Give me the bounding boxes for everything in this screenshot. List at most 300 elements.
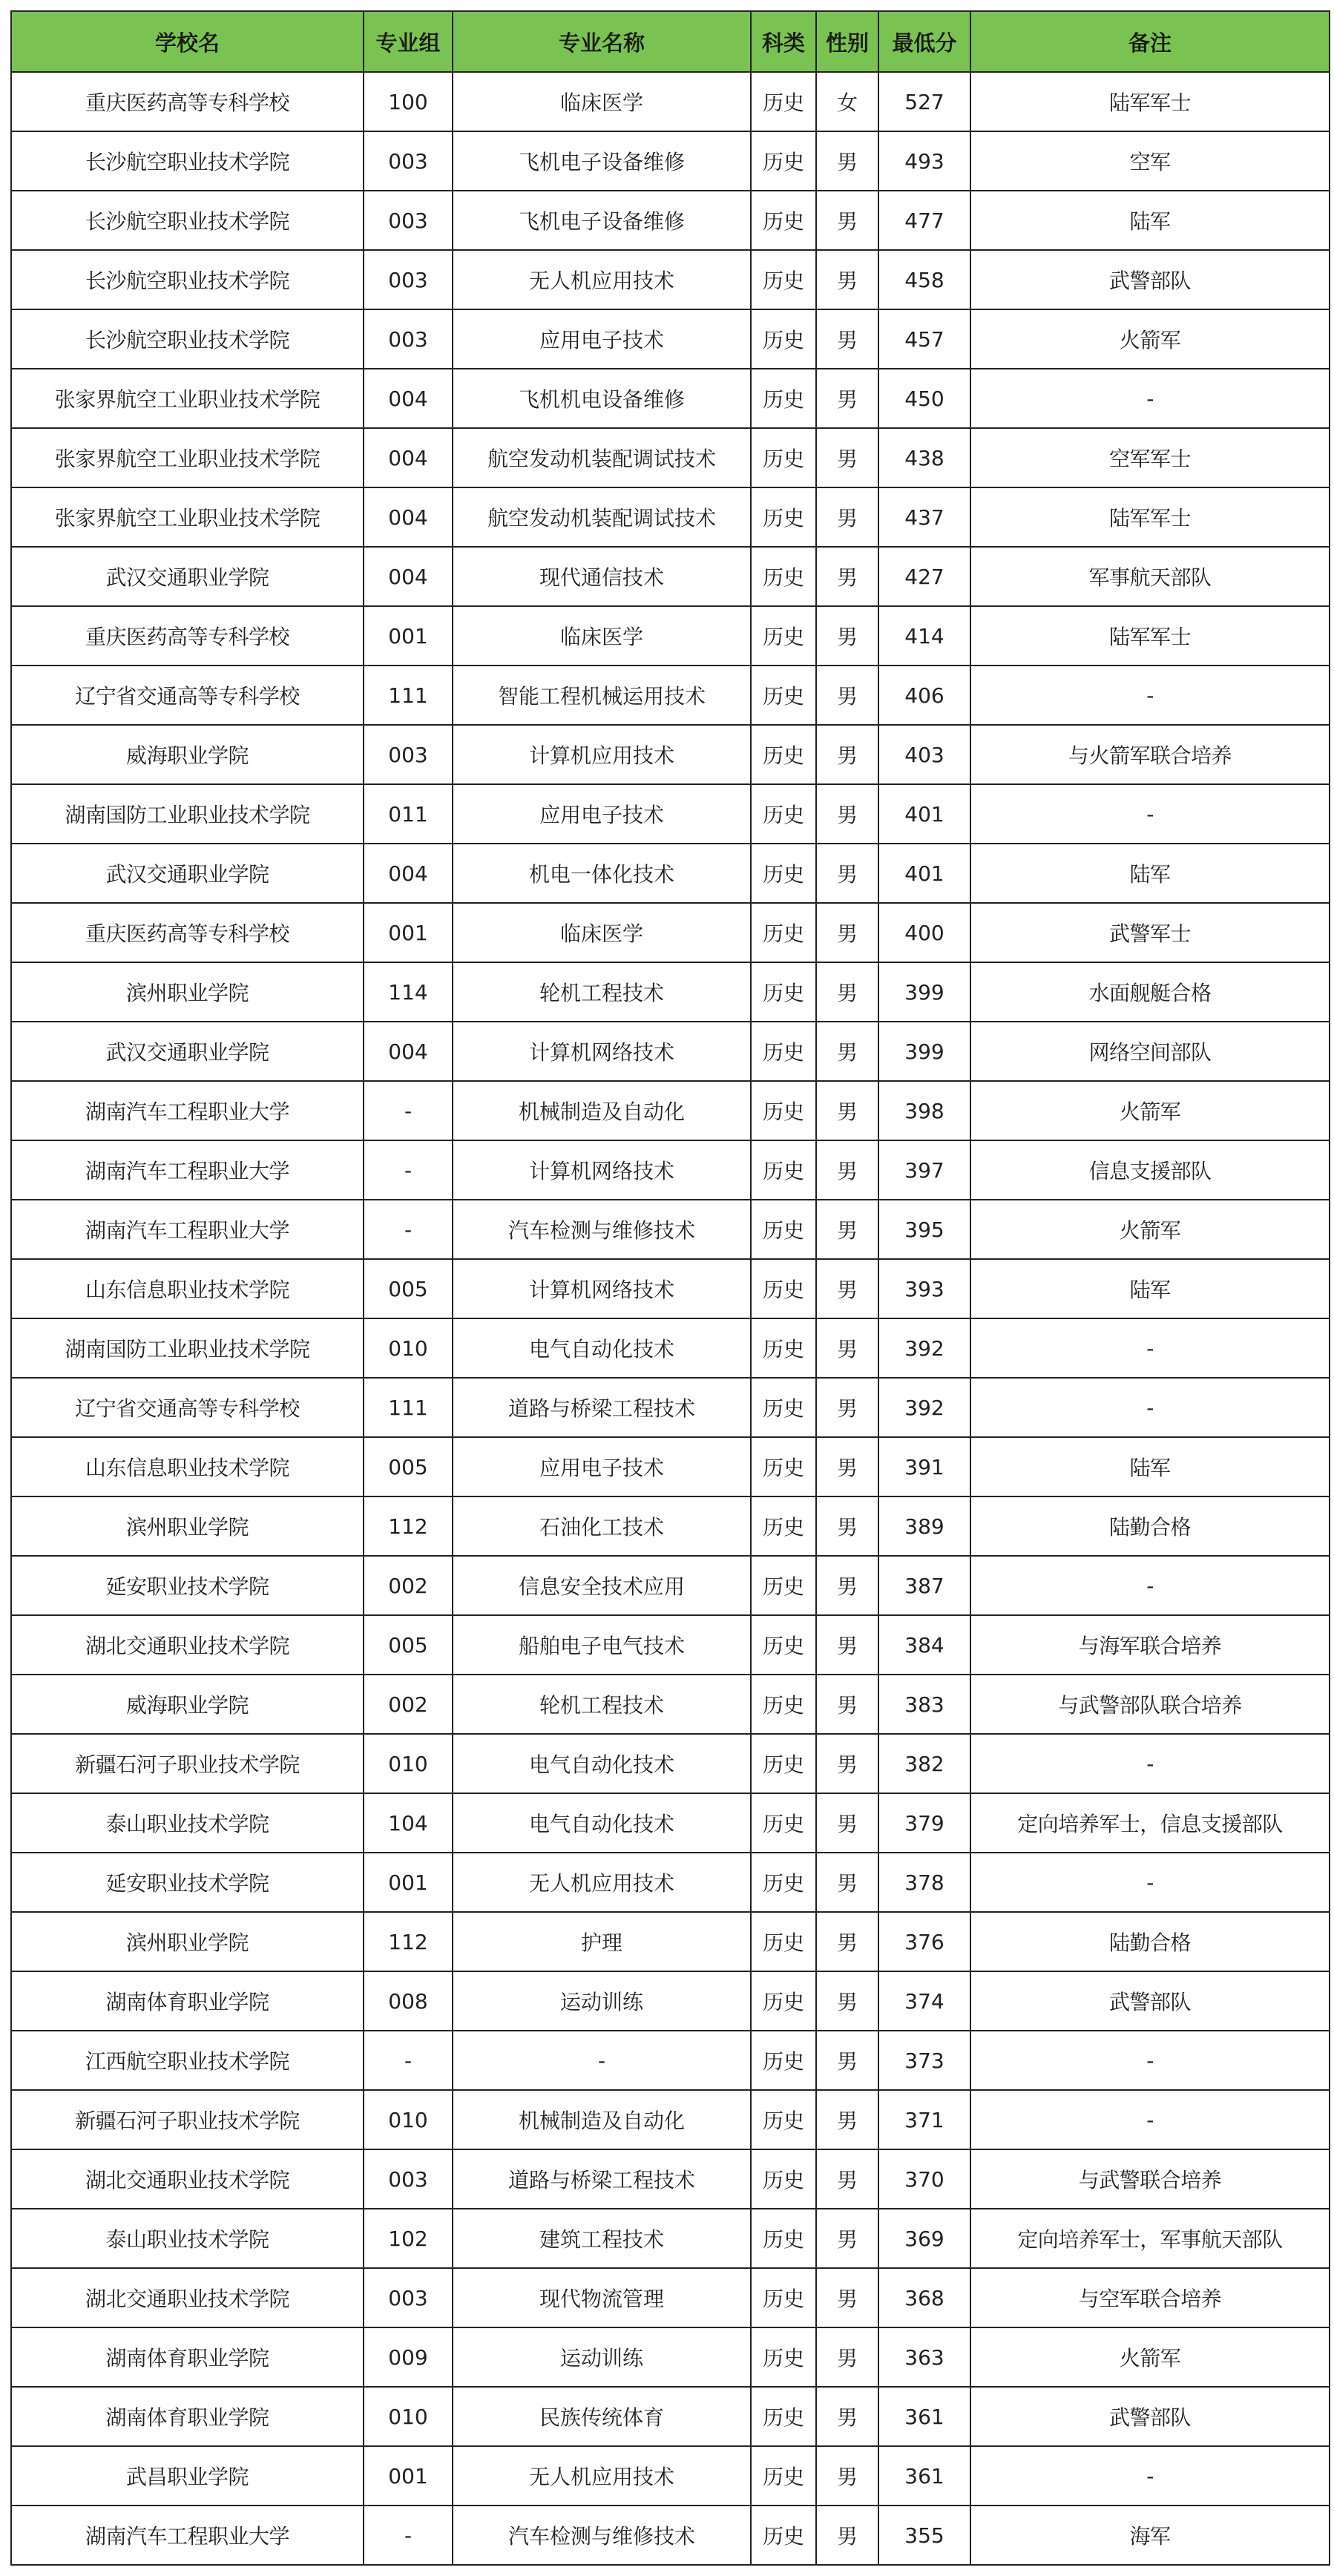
cell-major-name: 机电一体化技术: [453, 844, 751, 903]
cell-major-group: 004: [364, 844, 453, 903]
table-row: [11, 2209, 1330, 2268]
cell-gender: 女: [816, 72, 878, 131]
cell-gender: 男: [816, 1793, 878, 1853]
table-row: [11, 428, 1330, 487]
cell-school: 威海职业学院: [11, 1675, 364, 1734]
cell-school: 张家界航空工业职业技术学院: [11, 369, 364, 428]
cell-gender: 男: [816, 2149, 878, 2209]
cell-major-group: 112: [364, 1496, 453, 1556]
cell-gender: 男: [816, 1556, 878, 1615]
cell-remarks: 陆军军士: [970, 606, 1330, 666]
cell-remarks: 与火箭军联合培养: [970, 725, 1330, 784]
cell-major-name: 电气自动化技术: [453, 1793, 751, 1853]
cell-remarks: 陆军军士: [970, 72, 1330, 131]
cell-school: 湖南国防工业职业技术学院: [11, 1318, 364, 1378]
cell-school: 长沙航空职业技术学院: [11, 131, 364, 191]
cell-subject-type: 历史: [751, 666, 816, 725]
cell-min-score: 361: [878, 2446, 970, 2506]
cell-major-name: 建筑工程技术: [453, 2209, 751, 2268]
cell-gender: 男: [816, 547, 878, 606]
cell-min-score: 376: [878, 1912, 970, 1971]
cell-subject-type: 历史: [751, 844, 816, 903]
cell-major-group: 010: [364, 2387, 453, 2446]
table-row: [11, 2031, 1330, 2090]
cell-major-name: 电气自动化技术: [453, 1318, 751, 1378]
cell-major-name: 航空发动机装配调试技术: [453, 428, 751, 487]
table-row: [11, 1675, 1330, 1734]
cell-gender: 男: [816, 2268, 878, 2327]
header-remarks: 备注: [970, 11, 1330, 72]
cell-gender: 男: [816, 1615, 878, 1675]
cell-remarks: 陆军: [970, 191, 1330, 250]
admission-score-table: [10, 10, 1330, 2566]
cell-subject-type: 历史: [751, 1496, 816, 1556]
cell-major-group: 001: [364, 606, 453, 666]
cell-remarks: -: [970, 666, 1330, 725]
cell-remarks: -: [970, 2090, 1330, 2149]
cell-min-score: 389: [878, 1496, 970, 1556]
cell-major-group: 010: [364, 1734, 453, 1793]
cell-remarks: 定向培养军士，信息支援部队: [970, 1793, 1330, 1853]
cell-subject-type: 历史: [751, 784, 816, 844]
table-row: [11, 666, 1330, 725]
cell-major-group: 112: [364, 1912, 453, 1971]
cell-gender: 男: [816, 2090, 878, 2149]
table-row: [11, 1734, 1330, 1793]
table-row: [11, 2506, 1330, 2565]
cell-major-group: 010: [364, 1318, 453, 1378]
cell-gender: 男: [816, 962, 878, 1022]
cell-school: 张家界航空工业职业技术学院: [11, 428, 364, 487]
table-row: [11, 369, 1330, 428]
cell-major-name: 计算机网络技术: [453, 1022, 751, 1081]
cell-major-group: 009: [364, 2327, 453, 2387]
cell-school: 湖南汽车工程职业大学: [11, 2506, 364, 2565]
table-row: [11, 1200, 1330, 1259]
cell-gender: 男: [816, 1675, 878, 1734]
cell-gender: 男: [816, 1437, 878, 1496]
cell-major-group: 004: [364, 428, 453, 487]
cell-major-group: 002: [364, 1556, 453, 1615]
cell-min-score: 450: [878, 369, 970, 428]
cell-major-group: 104: [364, 1793, 453, 1853]
cell-remarks: 陆军: [970, 1437, 1330, 1496]
table-row: [11, 1556, 1330, 1615]
cell-gender: 男: [816, 1140, 878, 1200]
table-row: [11, 487, 1330, 547]
cell-remarks: -: [970, 2446, 1330, 2506]
cell-remarks: 军事航天部队: [970, 547, 1330, 606]
cell-major-name: 民族传统体育: [453, 2387, 751, 2446]
cell-school: 延安职业技术学院: [11, 1556, 364, 1615]
cell-school: 湖南体育职业学院: [11, 1971, 364, 2031]
cell-remarks: 陆军: [970, 1259, 1330, 1318]
header-major-group: 专业组: [364, 11, 453, 72]
cell-gender: 男: [816, 1853, 878, 1912]
cell-major-group: 003: [364, 250, 453, 309]
cell-min-score: 368: [878, 2268, 970, 2327]
cell-major-name: 护理: [453, 1912, 751, 1971]
cell-school: 新疆石河子职业技术学院: [11, 2090, 364, 2149]
cell-remarks: 陆军: [970, 844, 1330, 903]
cell-major-group: 111: [364, 1378, 453, 1437]
cell-major-name: 无人机应用技术: [453, 2446, 751, 2506]
header-row: [11, 11, 1330, 72]
cell-subject-type: 历史: [751, 1081, 816, 1140]
cell-school: 滨州职业学院: [11, 1496, 364, 1556]
table-row: [11, 1793, 1330, 1853]
cell-gender: 男: [816, 606, 878, 666]
cell-min-score: 355: [878, 2506, 970, 2565]
cell-major-name: 道路与桥梁工程技术: [453, 2149, 751, 2209]
cell-major-name: 航空发动机装配调试技术: [453, 487, 751, 547]
cell-major-name: 计算机网络技术: [453, 1140, 751, 1200]
cell-min-score: 493: [878, 131, 970, 191]
cell-subject-type: 历史: [751, 2090, 816, 2149]
cell-major-name: 电气自动化技术: [453, 1734, 751, 1793]
cell-school: 泰山职业技术学院: [11, 2209, 364, 2268]
cell-min-score: 437: [878, 487, 970, 547]
cell-min-score: 379: [878, 1793, 970, 1853]
cell-major-group: 011: [364, 784, 453, 844]
cell-school: 滨州职业学院: [11, 1912, 364, 1971]
header-min-score: 最低分: [878, 11, 970, 72]
table-row: [11, 1853, 1330, 1912]
cell-major-name: 信息安全技术应用: [453, 1556, 751, 1615]
cell-subject-type: 历史: [751, 2327, 816, 2387]
cell-major-name: 现代物流管理: [453, 2268, 751, 2327]
cell-major-name: 飞机电子设备维修: [453, 131, 751, 191]
cell-major-name: 计算机应用技术: [453, 725, 751, 784]
table-row: [11, 1971, 1330, 2031]
cell-min-score: 458: [878, 250, 970, 309]
cell-school: 湖北交通职业技术学院: [11, 2149, 364, 2209]
cell-min-score: 361: [878, 2387, 970, 2446]
cell-school: 长沙航空职业技术学院: [11, 191, 364, 250]
cell-major-name: 临床医学: [453, 903, 751, 962]
cell-subject-type: 历史: [751, 1556, 816, 1615]
cell-min-score: 400: [878, 903, 970, 962]
cell-gender: 男: [816, 2327, 878, 2387]
cell-school: 长沙航空职业技术学院: [11, 250, 364, 309]
table-row: [11, 1615, 1330, 1675]
cell-gender: 男: [816, 1378, 878, 1437]
header-subject-type: 科类: [751, 11, 816, 72]
cell-gender: 男: [816, 666, 878, 725]
cell-subject-type: 历史: [751, 2149, 816, 2209]
cell-gender: 男: [816, 1496, 878, 1556]
cell-major-group: 003: [364, 2268, 453, 2327]
cell-gender: 男: [816, 1259, 878, 1318]
cell-remarks: 武警部队: [970, 2387, 1330, 2446]
cell-school: 泰山职业技术学院: [11, 1793, 364, 1853]
cell-remarks: 水面舰艇合格: [970, 962, 1330, 1022]
cell-remarks: 火箭军: [970, 309, 1330, 369]
cell-school: 湖南汽车工程职业大学: [11, 1200, 364, 1259]
cell-min-score: 477: [878, 191, 970, 250]
cell-major-group: 004: [364, 1022, 453, 1081]
cell-school: 武昌职业学院: [11, 2446, 364, 2506]
cell-remarks: -: [970, 784, 1330, 844]
cell-school: 辽宁省交通高等专科学校: [11, 666, 364, 725]
cell-school: 湖南国防工业职业技术学院: [11, 784, 364, 844]
table-row: [11, 309, 1330, 369]
table-row: [11, 903, 1330, 962]
cell-min-score: 384: [878, 1615, 970, 1675]
cell-major-name: 应用电子技术: [453, 1437, 751, 1496]
cell-school: 湖北交通职业技术学院: [11, 1615, 364, 1675]
cell-subject-type: 历史: [751, 2031, 816, 2090]
cell-subject-type: 历史: [751, 1140, 816, 1200]
cell-subject-type: 历史: [751, 309, 816, 369]
cell-min-score: 438: [878, 428, 970, 487]
cell-major-group: 001: [364, 903, 453, 962]
table-row: [11, 1259, 1330, 1318]
cell-gender: 男: [816, 1022, 878, 1081]
cell-major-group: 102: [364, 2209, 453, 2268]
cell-school: 重庆医药高等专科学校: [11, 72, 364, 131]
cell-min-score: 382: [878, 1734, 970, 1793]
cell-subject-type: 历史: [751, 2209, 816, 2268]
table-row: [11, 2268, 1330, 2327]
cell-subject-type: 历史: [751, 1615, 816, 1675]
cell-school: 山东信息职业技术学院: [11, 1437, 364, 1496]
cell-subject-type: 历史: [751, 1437, 816, 1496]
cell-min-score: 399: [878, 962, 970, 1022]
cell-school: 长沙航空职业技术学院: [11, 309, 364, 369]
table-header: [11, 11, 1330, 72]
cell-remarks: 陆勤合格: [970, 1496, 1330, 1556]
cell-remarks: 火箭军: [970, 2327, 1330, 2387]
cell-min-score: 399: [878, 1022, 970, 1081]
cell-subject-type: 历史: [751, 1853, 816, 1912]
cell-min-score: 457: [878, 309, 970, 369]
cell-major-group: 001: [364, 1853, 453, 1912]
cell-gender: 男: [816, 250, 878, 309]
cell-gender: 男: [816, 2031, 878, 2090]
table-row: [11, 191, 1330, 250]
cell-min-score: 398: [878, 1081, 970, 1140]
cell-gender: 男: [816, 1971, 878, 2031]
cell-major-group: 005: [364, 1615, 453, 1675]
cell-major-group: 004: [364, 369, 453, 428]
cell-major-group: 004: [364, 487, 453, 547]
cell-gender: 男: [816, 844, 878, 903]
table-row: [11, 606, 1330, 666]
cell-major-group: 008: [364, 1971, 453, 2031]
cell-school: 重庆医药高等专科学校: [11, 903, 364, 962]
cell-major-group: 010: [364, 2090, 453, 2149]
cell-remarks: -: [970, 1853, 1330, 1912]
cell-major-group: -: [364, 1200, 453, 1259]
cell-major-name: 应用电子技术: [453, 309, 751, 369]
cell-major-name: 轮机工程技术: [453, 962, 751, 1022]
cell-subject-type: 历史: [751, 547, 816, 606]
cell-major-name: 无人机应用技术: [453, 1853, 751, 1912]
cell-major-name: 汽车检测与维修技术: [453, 1200, 751, 1259]
cell-major-group: -: [364, 1140, 453, 1200]
table-row: [11, 1081, 1330, 1140]
cell-remarks: 空军: [970, 131, 1330, 191]
cell-gender: 男: [816, 428, 878, 487]
cell-major-group: 001: [364, 2446, 453, 2506]
cell-min-score: 427: [878, 547, 970, 606]
cell-subject-type: 历史: [751, 1734, 816, 1793]
cell-gender: 男: [816, 1912, 878, 1971]
cell-school: 滨州职业学院: [11, 962, 364, 1022]
cell-remarks: 武警部队: [970, 1971, 1330, 2031]
cell-school: 山东信息职业技术学院: [11, 1259, 364, 1318]
cell-school: 张家界航空工业职业技术学院: [11, 487, 364, 547]
cell-remarks: 武警部队: [970, 250, 1330, 309]
table-row: [11, 2446, 1330, 2506]
cell-major-group: -: [364, 1081, 453, 1140]
cell-min-score: 392: [878, 1378, 970, 1437]
cell-major-group: 003: [364, 725, 453, 784]
cell-gender: 男: [816, 2209, 878, 2268]
cell-subject-type: 历史: [751, 1912, 816, 1971]
table-row: [11, 72, 1330, 131]
admission-table-container: [10, 10, 1329, 2566]
cell-gender: 男: [816, 309, 878, 369]
cell-min-score: 397: [878, 1140, 970, 1200]
table-row: [11, 2149, 1330, 2209]
cell-subject-type: 历史: [751, 606, 816, 666]
cell-remarks: 与武警部队联合培养: [970, 1675, 1330, 1734]
cell-major-group: -: [364, 2506, 453, 2565]
cell-min-score: 387: [878, 1556, 970, 1615]
cell-subject-type: 历史: [751, 1200, 816, 1259]
cell-major-group: 005: [364, 1259, 453, 1318]
cell-gender: 男: [816, 369, 878, 428]
cell-remarks: -: [970, 1556, 1330, 1615]
cell-major-name: 石油化工技术: [453, 1496, 751, 1556]
cell-major-group: 002: [364, 1675, 453, 1734]
cell-min-score: 391: [878, 1437, 970, 1496]
table-row: [11, 547, 1330, 606]
cell-min-score: 383: [878, 1675, 970, 1734]
cell-major-name: 临床医学: [453, 72, 751, 131]
cell-major-name: 运动训练: [453, 2327, 751, 2387]
table-row: [11, 1022, 1330, 1081]
cell-gender: 男: [816, 2387, 878, 2446]
cell-min-score: 401: [878, 844, 970, 903]
cell-major-name: 飞机电子设备维修: [453, 191, 751, 250]
cell-min-score: 393: [878, 1259, 970, 1318]
cell-gender: 男: [816, 2506, 878, 2565]
cell-school: 湖北交通职业技术学院: [11, 2268, 364, 2327]
cell-school: 武汉交通职业学院: [11, 844, 364, 903]
cell-major-name: 智能工程机械运用技术: [453, 666, 751, 725]
cell-major-group: 004: [364, 547, 453, 606]
cell-subject-type: 历史: [751, 2446, 816, 2506]
cell-major-group: 003: [364, 131, 453, 191]
cell-gender: 男: [816, 725, 878, 784]
cell-remarks: 信息支援部队: [970, 1140, 1330, 1200]
cell-major-group: 003: [364, 2149, 453, 2209]
cell-gender: 男: [816, 1200, 878, 1259]
cell-major-group: 003: [364, 191, 453, 250]
table-row: [11, 725, 1330, 784]
cell-school: 延安职业技术学院: [11, 1853, 364, 1912]
cell-subject-type: 历史: [751, 725, 816, 784]
cell-school: 湖南体育职业学院: [11, 2387, 364, 2446]
cell-gender: 男: [816, 903, 878, 962]
table-row: [11, 962, 1330, 1022]
cell-major-name: 机械制造及自动化: [453, 2090, 751, 2149]
table-row: [11, 1912, 1330, 1971]
cell-subject-type: 历史: [751, 1675, 816, 1734]
cell-major-group: -: [364, 2031, 453, 2090]
cell-gender: 男: [816, 2446, 878, 2506]
cell-major-group: 003: [364, 309, 453, 369]
table-row: [11, 844, 1330, 903]
header-gender: 性别: [816, 11, 878, 72]
cell-gender: 男: [816, 191, 878, 250]
cell-min-score: 392: [878, 1318, 970, 1378]
cell-remarks: 陆勤合格: [970, 1912, 1330, 1971]
cell-subject-type: 历史: [751, 1793, 816, 1853]
cell-major-name: 应用电子技术: [453, 784, 751, 844]
table-row: [11, 250, 1330, 309]
cell-remarks: 空军军士: [970, 428, 1330, 487]
cell-remarks: 与武警联合培养: [970, 2149, 1330, 2209]
cell-remarks: 陆军军士: [970, 487, 1330, 547]
cell-major-name: 轮机工程技术: [453, 1675, 751, 1734]
cell-remarks: -: [970, 2031, 1330, 2090]
cell-remarks: -: [970, 1734, 1330, 1793]
cell-school: 湖南体育职业学院: [11, 2327, 364, 2387]
table-row: [11, 2387, 1330, 2446]
cell-major-name: 现代通信技术: [453, 547, 751, 606]
cell-major-group: 111: [364, 666, 453, 725]
cell-remarks: 海军: [970, 2506, 1330, 2565]
cell-remarks: 网络空间部队: [970, 1022, 1330, 1081]
cell-min-score: 378: [878, 1853, 970, 1912]
cell-subject-type: 历史: [751, 1022, 816, 1081]
cell-major-name: 计算机网络技术: [453, 1259, 751, 1318]
cell-remarks: -: [970, 1318, 1330, 1378]
cell-school: 重庆医药高等专科学校: [11, 606, 364, 666]
table-row: [11, 784, 1330, 844]
cell-min-score: 370: [878, 2149, 970, 2209]
cell-min-score: 371: [878, 2090, 970, 2149]
cell-major-name: 无人机应用技术: [453, 250, 751, 309]
cell-major-name: 运动训练: [453, 1971, 751, 2031]
cell-min-score: 395: [878, 1200, 970, 1259]
cell-subject-type: 历史: [751, 191, 816, 250]
cell-subject-type: 历史: [751, 72, 816, 131]
cell-school: 湖南汽车工程职业大学: [11, 1081, 364, 1140]
cell-min-score: 406: [878, 666, 970, 725]
cell-subject-type: 历史: [751, 131, 816, 191]
cell-subject-type: 历史: [751, 487, 816, 547]
header-major-name: 专业名称: [453, 11, 751, 72]
cell-min-score: 527: [878, 72, 970, 131]
cell-remarks: 火箭军: [970, 1200, 1330, 1259]
table-body: [11, 72, 1330, 2565]
cell-min-score: 363: [878, 2327, 970, 2387]
cell-remarks: -: [970, 369, 1330, 428]
cell-min-score: 369: [878, 2209, 970, 2268]
table-row: [11, 1437, 1330, 1496]
header-school: 学校名: [11, 11, 364, 72]
cell-school: 威海职业学院: [11, 725, 364, 784]
cell-subject-type: 历史: [751, 1318, 816, 1378]
cell-gender: 男: [816, 131, 878, 191]
cell-min-score: 374: [878, 1971, 970, 2031]
cell-remarks: 定向培养军士，军事航天部队: [970, 2209, 1330, 2268]
